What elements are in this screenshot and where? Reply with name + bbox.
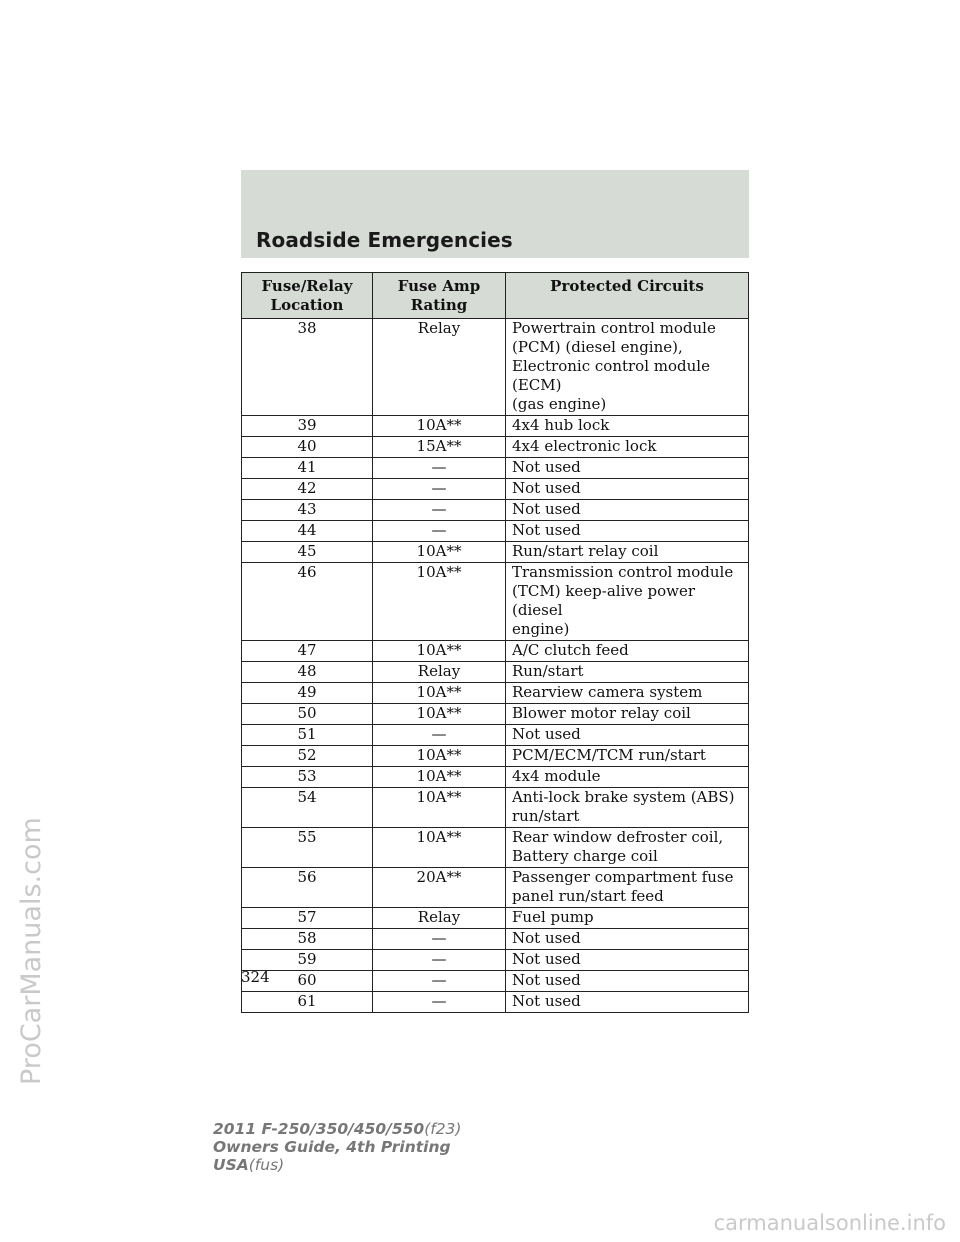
cell-amp-rating: 10A** xyxy=(373,641,506,662)
cell-location: 45 xyxy=(242,542,373,563)
table-row xyxy=(242,479,749,500)
cell-protected-circuits xyxy=(506,868,749,908)
cell-location: 59 xyxy=(242,950,373,971)
header-amp-rating: Fuse Amp Rating xyxy=(373,273,506,319)
cell-location: 60 xyxy=(242,971,373,992)
table-row xyxy=(242,542,749,563)
cell-protected-circuits xyxy=(506,521,749,542)
footer xyxy=(213,1120,461,1174)
table-row xyxy=(242,767,749,788)
circuit-line: (PCM) (diesel engine), xyxy=(512,338,683,356)
cell-amp-rating: 10A** xyxy=(373,683,506,704)
cell-protected-circuits xyxy=(506,704,749,725)
table-row xyxy=(242,929,749,950)
circuit-line: Not used xyxy=(512,929,581,947)
circuit-line: (TCM) keep-alive power (diesel xyxy=(512,582,696,619)
cell-amp-rating: — xyxy=(373,971,506,992)
circuit-line: Not used xyxy=(512,521,581,539)
table-row xyxy=(242,458,749,479)
cell-amp-rating: 10A** xyxy=(373,542,506,563)
cell-amp-rating: 10A** xyxy=(373,767,506,788)
circuit-line: Not used xyxy=(512,992,581,1010)
table-row xyxy=(242,746,749,767)
cell-protected-circuits xyxy=(506,828,749,868)
cell-protected-circuits xyxy=(506,641,749,662)
cell-amp-rating: 10A** xyxy=(373,788,506,828)
cell-amp-rating: 10A** xyxy=(373,704,506,725)
circuit-line: panel run/start feed xyxy=(512,887,664,905)
table-row xyxy=(242,828,749,868)
table-row xyxy=(242,319,749,416)
fuse-table xyxy=(241,272,749,1013)
circuit-line: Powertrain control module xyxy=(512,319,716,337)
table-row xyxy=(242,437,749,458)
circuit-line: Fuel pump xyxy=(512,908,594,926)
cell-location: 39 xyxy=(242,416,373,437)
cell-location: 40 xyxy=(242,437,373,458)
cell-protected-circuits xyxy=(506,788,749,828)
cell-amp-rating: — xyxy=(373,479,506,500)
table-row xyxy=(242,908,749,929)
circuit-line: Battery charge coil xyxy=(512,847,658,865)
cell-amp-rating: Relay xyxy=(373,319,506,416)
cell-location: 54 xyxy=(242,788,373,828)
circuit-line: Transmission control module xyxy=(512,563,734,581)
cell-location: 61 xyxy=(242,992,373,1013)
circuit-line: Not used xyxy=(512,458,581,476)
footer-line-region: USA(fus) xyxy=(213,1156,285,1174)
cell-protected-circuits xyxy=(506,746,749,767)
cell-amp-rating: 10A** xyxy=(373,416,506,437)
cell-location: 42 xyxy=(242,479,373,500)
table-row xyxy=(242,521,749,542)
table-row xyxy=(242,683,749,704)
cell-protected-circuits xyxy=(506,929,749,950)
cell-protected-circuits xyxy=(506,479,749,500)
table-row xyxy=(242,500,749,521)
table-row xyxy=(242,950,749,971)
table-row xyxy=(242,563,749,641)
cell-protected-circuits xyxy=(506,416,749,437)
cell-amp-rating: 10A** xyxy=(373,746,506,767)
table-row xyxy=(242,992,749,1013)
cell-location: 43 xyxy=(242,500,373,521)
watermark-bottom: carmanualsonline.info xyxy=(713,1211,946,1235)
cell-amp-rating: — xyxy=(373,500,506,521)
cell-amp-rating: — xyxy=(373,725,506,746)
table-header-row xyxy=(242,273,749,319)
circuit-line: Rear window defroster coil, xyxy=(512,828,724,846)
circuit-line: Electronic control module (ECM) xyxy=(512,357,710,394)
cell-protected-circuits xyxy=(506,683,749,704)
cell-protected-circuits xyxy=(506,992,749,1013)
cell-location: 41 xyxy=(242,458,373,479)
cell-location: 56 xyxy=(242,868,373,908)
cell-location: 49 xyxy=(242,683,373,704)
circuit-line: Not used xyxy=(512,950,581,968)
table-row xyxy=(242,971,749,992)
header-location: Fuse/Relay Location xyxy=(242,273,373,319)
circuit-line: Passenger compartment fuse xyxy=(512,868,734,886)
cell-location: 44 xyxy=(242,521,373,542)
circuit-line: engine) xyxy=(512,620,570,638)
circuit-line: 4x4 electronic lock xyxy=(512,437,657,455)
cell-amp-rating: 15A** xyxy=(373,437,506,458)
cell-amp-rating: Relay xyxy=(373,908,506,929)
cell-location: 50 xyxy=(242,704,373,725)
cell-amp-rating: — xyxy=(373,950,506,971)
circuit-line: run/start xyxy=(512,807,580,825)
page-number: 324 xyxy=(241,968,270,986)
circuit-line: Not used xyxy=(512,479,581,497)
cell-amp-rating: — xyxy=(373,992,506,1013)
table-row xyxy=(242,662,749,683)
circuit-line: 4x4 hub lock xyxy=(512,416,610,434)
circuit-line: A/C clutch feed xyxy=(512,641,629,659)
circuit-line: Not used xyxy=(512,500,581,518)
circuit-line: Blower motor relay coil xyxy=(512,704,691,722)
cell-amp-rating: 20A** xyxy=(373,868,506,908)
circuit-line: Not used xyxy=(512,725,581,743)
circuit-line: 4x4 module xyxy=(512,767,601,785)
section-banner xyxy=(241,170,749,258)
cell-protected-circuits xyxy=(506,319,749,416)
circuit-line: Anti-lock brake system (ABS) xyxy=(512,788,735,806)
cell-amp-rating: — xyxy=(373,521,506,542)
watermark-side: ProCarManuals.com xyxy=(16,817,47,1085)
cell-location: 55 xyxy=(242,828,373,868)
cell-location: 57 xyxy=(242,908,373,929)
cell-protected-circuits xyxy=(506,458,749,479)
cell-amp-rating: — xyxy=(373,458,506,479)
cell-protected-circuits xyxy=(506,725,749,746)
cell-location: 47 xyxy=(242,641,373,662)
cell-location: 38 xyxy=(242,319,373,416)
header-protected-circuits: Protected Circuits xyxy=(506,273,749,319)
section-title: Roadside Emergencies xyxy=(256,228,513,252)
table-row xyxy=(242,704,749,725)
cell-location: 53 xyxy=(242,767,373,788)
footer-line-model: 2011 F-250/350/450/550(f23) xyxy=(213,1120,462,1138)
cell-protected-circuits xyxy=(506,767,749,788)
table-row xyxy=(242,641,749,662)
cell-location: 48 xyxy=(242,662,373,683)
circuit-line: Not used xyxy=(512,971,581,989)
cell-location: 51 xyxy=(242,725,373,746)
cell-protected-circuits xyxy=(506,437,749,458)
table-row xyxy=(242,868,749,908)
cell-protected-circuits xyxy=(506,542,749,563)
cell-location: 46 xyxy=(242,563,373,641)
cell-protected-circuits xyxy=(506,908,749,929)
circuit-line: Run/start relay coil xyxy=(512,542,659,560)
cell-amp-rating: — xyxy=(373,929,506,950)
cell-location: 52 xyxy=(242,746,373,767)
cell-amp-rating: 10A** xyxy=(373,563,506,641)
circuit-line: (gas engine) xyxy=(512,395,607,413)
cell-location: 58 xyxy=(242,929,373,950)
table-body xyxy=(242,319,749,1013)
cell-amp-rating: 10A** xyxy=(373,828,506,868)
table-row xyxy=(242,725,749,746)
table-row xyxy=(242,416,749,437)
cell-protected-circuits xyxy=(506,971,749,992)
cell-protected-circuits xyxy=(506,950,749,971)
table-row xyxy=(242,788,749,828)
cell-protected-circuits xyxy=(506,662,749,683)
cell-protected-circuits xyxy=(506,563,749,641)
circuit-line: Rearview camera system xyxy=(512,683,703,701)
footer-line-guide: Owners Guide, 4th Printing xyxy=(213,1138,451,1156)
cell-protected-circuits xyxy=(506,500,749,521)
circuit-line: PCM/ECM/TCM run/start xyxy=(512,746,706,764)
cell-amp-rating: Relay xyxy=(373,662,506,683)
circuit-line: Run/start xyxy=(512,662,584,680)
